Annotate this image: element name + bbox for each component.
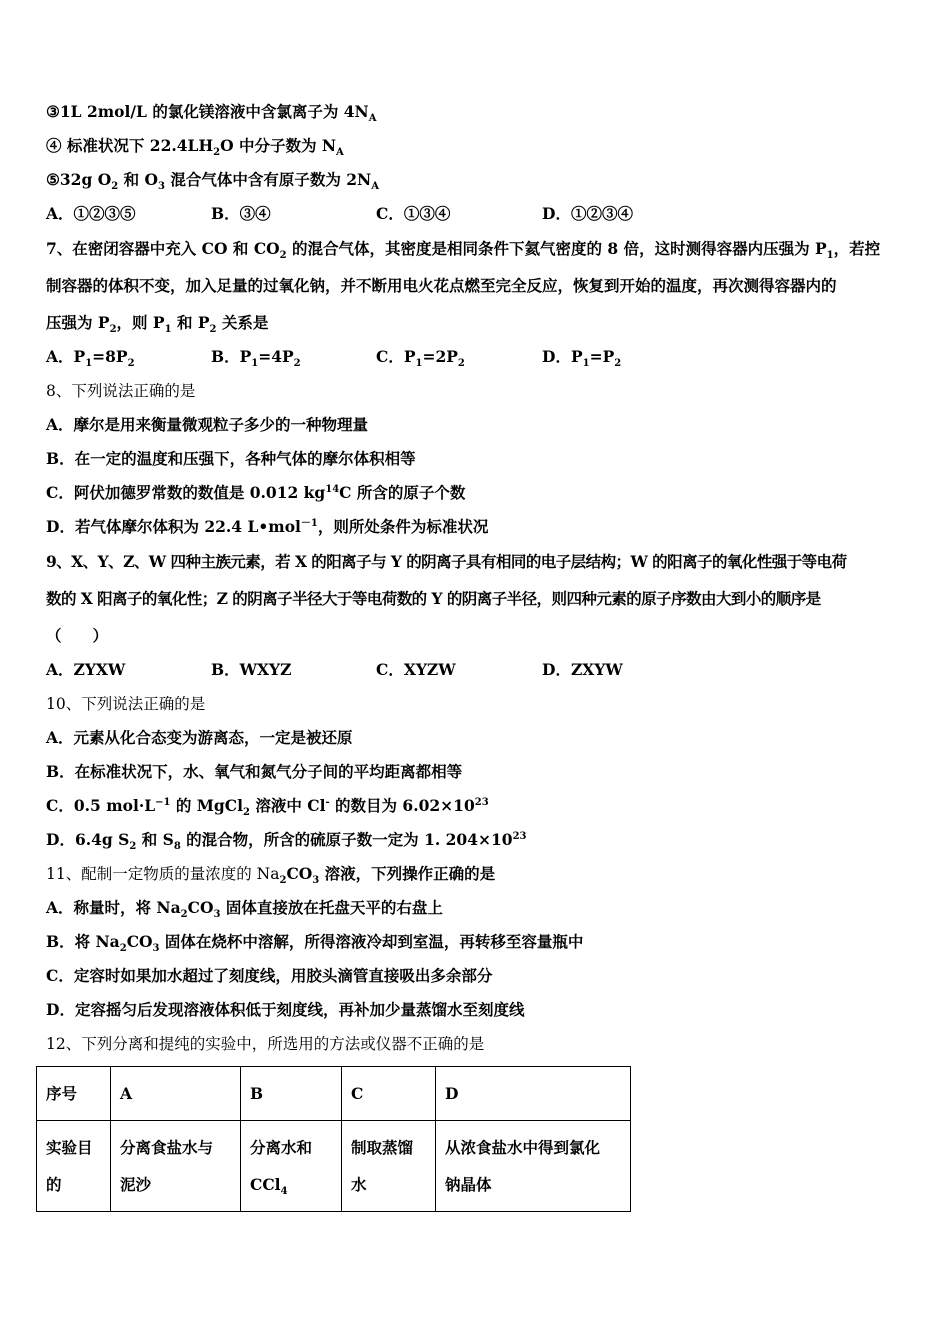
- q9-line-1: 9、X、Y、Z、W 四种主族元素，若 X 的阳离子与 Y 的阴离子具有相同的电子层结构；W 的阳离子的氧化性强于等电荷: [46, 552, 847, 571]
- q10-c-text: C．0.5 mol·L: [46, 796, 156, 815]
- q7-option-b[interactable]: [211, 346, 301, 368]
- q10-c-mid3: 的数目为 6.02×10: [329, 796, 475, 815]
- q12-cell-b: [241, 1121, 342, 1212]
- q10-title: 10、下列说法正确的是: [46, 695, 206, 713]
- q12-header-a: A: [111, 1067, 241, 1121]
- q11-b-sub2: 3: [152, 943, 160, 955]
- q12-row-label-1: 实验目: [46, 1138, 93, 1157]
- q12-header-d: D: [436, 1067, 631, 1121]
- q7-option-a-label: A．P: [46, 347, 86, 366]
- q12-cell-d-1: 从浓食盐水中得到氯化: [445, 1138, 601, 1157]
- q6-item-3-text: ③1L 2mol/L 的氯化镁溶液中含氯离子为 4N: [46, 102, 369, 121]
- q7-option-a-rel: =8P: [92, 347, 128, 366]
- q7-option-c[interactable]: [376, 346, 465, 368]
- q10-c-sup3: 23: [474, 796, 489, 808]
- q10-d-mid2: 的混合物，所含的硫原子数一定为 1. 204×10: [180, 830, 513, 849]
- q7-line-3: [46, 312, 910, 334]
- q12-cell-a-1: 分离食盐水与: [120, 1138, 214, 1157]
- q12-cell-a-2: 泥沙: [120, 1175, 152, 1194]
- q11-b-mid: CO: [126, 932, 153, 951]
- q12-header-row: [37, 1067, 631, 1121]
- q6-item-5-text: ⑤32g O: [46, 170, 112, 189]
- q7-option-d[interactable]: [542, 346, 621, 368]
- q9-option-c[interactable]: C．XYZW: [376, 660, 456, 679]
- q11-title-sub2: 3: [312, 875, 320, 887]
- q7-option-d-rel: =P: [589, 347, 615, 366]
- q8-option-a[interactable]: A．摩尔是用来衡量微观粒子多少的一种物理量: [46, 415, 369, 434]
- q6-option-b[interactable]: B．③④: [211, 204, 271, 223]
- q11-option-c[interactable]: C．定容时如果加水超过了刻度线，用胶头滴管直接吸出多余部分: [46, 966, 493, 985]
- q9-option-a[interactable]: A．ZYXW: [46, 660, 126, 679]
- q11-title-mid: CO: [286, 864, 313, 883]
- q12-cell-b-sub: 4: [280, 1186, 288, 1198]
- q10-option-d[interactable]: [46, 829, 910, 851]
- q11-b-text: B．将 Na: [46, 932, 120, 951]
- q10-c-sup1: −1: [155, 796, 171, 808]
- q11-option-b[interactable]: [46, 931, 910, 953]
- q12-cell-b-2: CCl: [250, 1175, 281, 1194]
- q7-l3-a: 压强为 P: [46, 313, 110, 332]
- q7-option-c-sub2: 2: [457, 358, 465, 370]
- q9-option-b[interactable]: B．WXYZ: [211, 660, 292, 679]
- q10-option-b[interactable]: B．在标准状况下，水、氧气和氮气分子间的平均距离都相等: [46, 762, 463, 781]
- q7-option-c-label: C．P: [376, 347, 416, 366]
- q9-line-3: （ ）: [46, 626, 109, 645]
- q7-l1-sub: 2: [279, 250, 287, 262]
- q6-item-5-mid2: 混合气体中含有原子数为 2N: [164, 170, 372, 189]
- q8-c-post: C 所含的原子个数: [339, 483, 466, 502]
- q10-option-a[interactable]: A．元素从化合态变为游离态，一定是被还原: [46, 728, 353, 747]
- q12-cell-c-2: 水: [351, 1175, 367, 1194]
- q6-item-5-sub2: 3: [157, 181, 165, 193]
- q10-d-sub1: 2: [129, 841, 137, 853]
- q7-option-b-sub2: 2: [293, 358, 301, 370]
- q12-header-b: B: [241, 1067, 342, 1121]
- q8-title: 8、下列说法正确的是: [46, 382, 196, 400]
- q6-option-d[interactable]: D．①②③④: [542, 204, 633, 223]
- q11-a-sub2: 3: [213, 909, 221, 921]
- q12-title: 12、下列分离和提纯的实验中，所选用的方法或仪器不正确的是: [46, 1035, 485, 1053]
- q6-item-4-text: ④ 标准状况下 22.4LH: [46, 136, 214, 155]
- q7-l1-sub2: 1: [826, 250, 834, 262]
- q8-c-sup: 14: [325, 483, 340, 495]
- q11-a-mid: CO: [187, 898, 214, 917]
- q7-l3-d: 关系是: [216, 313, 269, 332]
- q12-cell-a: [111, 1121, 241, 1212]
- q10-d-sup: 23: [512, 830, 527, 842]
- q7-option-a-sub2: 2: [127, 358, 135, 370]
- q7-l3-b: ，则 P: [116, 313, 165, 332]
- q7-l3-c: 和 P: [171, 313, 210, 332]
- q7-option-d-sub2: 2: [614, 358, 622, 370]
- q12-cell-c-1: 制取蒸馏: [351, 1138, 414, 1157]
- q9-line-2: 数的 X 阳离子的氧化性；Z 的阴离子半径大于等电荷数的 Y 的阴离子半径，则四种元素的原子序数由大到小的顺序是: [46, 589, 821, 608]
- q8-d-post: ，则所处条件为标准状况: [317, 517, 489, 536]
- q12-cell-d: [436, 1121, 631, 1212]
- q7-line-2: 制容器的体积不变，加入足量的过氧化钠，并不断用电火花点燃至完全反应，恢复到开始的温度，再次测得容器内的: [46, 276, 837, 295]
- q11-title-sub1: 2: [279, 875, 287, 887]
- q12-cell-b-1: 分离水和: [250, 1138, 313, 1157]
- q6-item-4-mid: O 中分子数为 N: [220, 136, 337, 155]
- q11-title: [46, 863, 910, 885]
- q6-item-4: [46, 135, 910, 157]
- q6-item-5-mid1: 和 O: [118, 170, 158, 189]
- q11-title-post: 溶液，下列操作正确的是: [319, 864, 496, 883]
- q6-item-5-sub3: A: [371, 181, 379, 193]
- q9-option-d[interactable]: D．ZXYW: [542, 660, 623, 679]
- q12-header-index: 序号: [37, 1067, 111, 1121]
- q6-option-a[interactable]: A．①②③⑤: [46, 204, 136, 223]
- q8-option-c[interactable]: [46, 482, 910, 504]
- q8-option-b[interactable]: B．在一定的温度和压强下，各种气体的摩尔体积相等: [46, 449, 416, 468]
- q11-option-a[interactable]: [46, 897, 910, 919]
- q11-option-d[interactable]: D．定容摇匀后发现溶液体积低于刻度线，再补加少量蒸馏水至刻度线: [46, 1000, 525, 1019]
- q12-row-label: [37, 1121, 111, 1212]
- q10-d-mid1: 和 S: [136, 830, 174, 849]
- q10-c-sub: 2: [242, 807, 250, 819]
- q12-row-label-2: 的: [46, 1175, 62, 1194]
- q12-cell-c: [342, 1121, 436, 1212]
- q11-a-sub1: 2: [180, 909, 188, 921]
- q6-item-5-sub1: 2: [111, 181, 119, 193]
- q6-item-4-sub1: 2: [213, 147, 221, 159]
- q7-option-d-sub1: 1: [582, 358, 590, 370]
- q10-d-sub2: 8: [173, 841, 181, 853]
- q12-purpose-row: [37, 1121, 631, 1212]
- q10-c-sup2: -: [325, 796, 330, 808]
- q11-b-post: 固体在烧杯中溶解，所得溶液冷却到室温，再转移至容量瓶中: [159, 932, 584, 951]
- q10-c-mid1: 的 MgCl: [170, 796, 243, 815]
- q7-option-c-sub1: 1: [415, 358, 423, 370]
- q8-c-text: C．阿伏加德罗常数的数值是 0.012 kg: [46, 483, 326, 502]
- q7-option-b-label: B．P: [211, 347, 252, 366]
- q6-option-c[interactable]: C．①③④: [376, 204, 451, 223]
- q6-item-4-sub2: A: [336, 147, 344, 159]
- q7-option-a-sub1: 1: [85, 358, 93, 370]
- q11-title-text: 11、配制一定物质的量浓度的 Na: [46, 865, 280, 883]
- q7-option-a[interactable]: [46, 346, 135, 368]
- q12-header-c: C: [342, 1067, 436, 1121]
- q7-option-d-label: D．P: [542, 347, 583, 366]
- q8-option-d[interactable]: [46, 516, 910, 538]
- q7-option-b-rel: =4P: [258, 347, 294, 366]
- q7-l1-b: 的混合气体，其密度是相同条件下氦气密度的 8 倍，这时测得容器内压强为 P: [286, 239, 827, 258]
- q10-c-mid2: 溶液中 Cl: [249, 796, 326, 815]
- q7-l3-sub1: 2: [109, 324, 117, 336]
- q12-cell-d-2: 钠晶体: [445, 1175, 492, 1194]
- q7-l1-a: 7、在密闭容器中充入 CO 和 CO: [46, 239, 280, 258]
- q6-item-5: [46, 169, 910, 191]
- q12-table: [36, 1066, 631, 1212]
- q8-d-sup: －1: [300, 517, 318, 529]
- q11-a-post: 固体直接放在托盘天平的右盘上: [220, 898, 443, 917]
- q7-option-c-rel: =2P: [422, 347, 458, 366]
- q8-d-text: D．若气体摩尔体积为 22.4 L•mol: [46, 517, 301, 536]
- q11-a-text: A．称量时，将 Na: [46, 898, 181, 917]
- q6-item-3: [46, 101, 910, 123]
- q10-d-text: D．6.4g S: [46, 830, 130, 849]
- q7-l1-c: ，若控: [833, 239, 881, 258]
- q10-option-c[interactable]: [46, 795, 910, 817]
- q7-option-b-sub1: 1: [251, 358, 259, 370]
- q7-l3-sub2: 1: [164, 324, 172, 336]
- q7-l3-sub3: 2: [209, 324, 217, 336]
- q6-item-3-sub: A: [368, 113, 377, 125]
- q7-line-1: [46, 238, 910, 260]
- q11-b-sub1: 2: [119, 943, 127, 955]
